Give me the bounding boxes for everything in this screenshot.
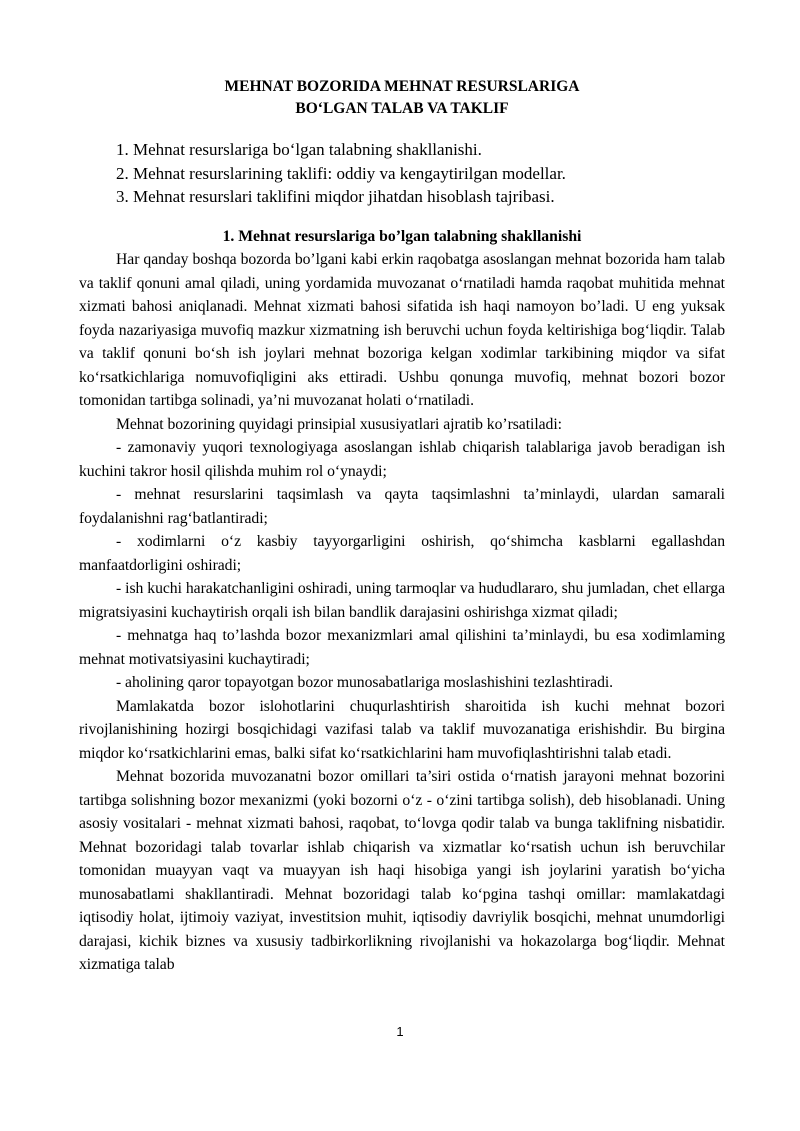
paragraph: Mamlakatda bozor islohotlarini chuqurlashtirish sharoitida ish kuchi mehnat bozori rivojlanishining hozirgi bosqichidagi vazifasi talab va taklif muvozanatiga erishishdir. Bu birgina miqdor ko‘rsatkichlarini emas, balki sifat ko‘rsatkichlarini ham muvofiqlashtirishni talab etadi. (79, 697, 725, 762)
contents-item: 1. Mehnat resurslariga bo‘lgan talabning shakllanishi. (116, 140, 482, 159)
contents-list (79, 138, 725, 209)
list-paragraph: - mehnat resurslarini taqsimlash va qayta taqsimlashni ta’minlaydi, ulardan samarali foydalanishni rag‘batlantiradi; (79, 486, 725, 527)
page-number: 1 (396, 1024, 404, 1039)
paragraph: Har qanday boshqa bozorda bo’lgani kabi erkin raqobatga asoslangan mehnat bozorida ham talab va taklif qonuni amal qiladi, uning yordamida muvozanat o‘rnatiladi hamda raqobat muhitida mehnat xizmati bahosi aniqlanadi. Mehnat xizmati bahosi sifatida ish haqi namoyon bo’ladi. U eng yuksak foyda nazariyasiga muvofiq mazkur xizmatning ish beruvchi uchun foyda keltirishiga bog‘liqdir. Talab va taklif qonuni bo‘sh ish joylari mehnat bozoriga kelgan xodimlar tarkibining miqdor va sifat ko‘rsatkichlariga nomuvofiqligini aks ettiradi. Ushbu qonunga muvofiq, mehnat bozori bozor tomonidan tartibga solinadi, ya’ni muvozanat holati o‘rnatiladi. (79, 251, 725, 409)
body-text (79, 248, 725, 977)
list-paragraph: - xodimlarni o‘z kasbiy tayyorgarligini oshirish, qo‘shimcha kasblarni egallashdan manfaatdorligini oshiradi; (79, 533, 725, 574)
contents-item: 2. Mehnat resurslarining taklifi: oddiy va kengaytirilgan modellar. (116, 163, 566, 183)
document-title (79, 76, 725, 120)
title-line-1: MEHNAT BOZORIDA MEHNAT RESURSLARIGA (224, 78, 580, 95)
list-paragraph: - ish kuchi harakatchanligini oshiradi, uning tarmoqlar va hududlararo, shu jumladan, chet ellarga migratsiyasini kuchaytirish orqali ish bilan bandlik darajasini oshirishga xizmat qiladi; (79, 580, 725, 621)
list-paragraph: - mehnatga haq to’lashda bozor mexanizmlari amal qilishini ta’minlaydi, bu esa xodimlaming mehnat motivatsiyasini kuchaytiradi; (79, 627, 725, 668)
paragraph: Mehnat bozorining quyidagi prinsipial xususiyatlari ajratib ko’rsatiladi: (116, 415, 562, 433)
title-line-2: BO‘LGAN TALAB VA TAKLIF (295, 100, 509, 117)
list-paragraph: - zamonaviy yuqori texnologiyaga asoslangan ishlab chiqarish talablariga javob beradigan ish kuchini takror hosil qilishda muhim rol o‘ynaydi; (79, 439, 725, 480)
list-paragraph: - aholining qaror topayotgan bozor munosabatlariga moslashishini tezlashtiradi. (116, 674, 614, 691)
section-heading: 1. Mehnat resurslariga bo’lgan talabning shakllanishi (222, 227, 582, 245)
document-page (79, 76, 725, 977)
paragraph: Mehnat bozorida muvozanatni bozor omillari ta’siri ostida o‘rnatish jarayoni mehnat bozorini tartibga solishning bozor mexanizmi (yoki bozorni o‘z - o‘zini tartibga solish), deb hisoblanadi. Uning asosiy vositalari - mehnat xizmati bahosi, raqobat, to‘lovga qodir talab va bunga taklifning nisbatidir. Mehnat bozoridagi talab tovarlar ishlab chiqarish va xizmatlar ko‘rsatish uchun ish beruvchilar tomonidan muayyan vaqt va muayyan ish haqi hisobiga yangi ish joylarini yaratish bo‘yicha munosabatlami shakllantiradi. Mehnat bozoridagi talab ko‘pgina tashqi omillar: mamlakatdagi iqtisodiy holat, ijtimoiy vaziyat, investitsion muhit, iqtisodiy davriylik bosqichi, mehnat unumdorligi darajasi, kichik biznes va xususiy tadbirkorlikning rivojlanishi va hokazolarga bog‘liqdir. Mehnat xizmatiga talab (79, 768, 725, 973)
contents-item: 3. Mehnat resurslari taklifini miqdor jihatdan hisoblash tajribasi. (116, 187, 555, 206)
